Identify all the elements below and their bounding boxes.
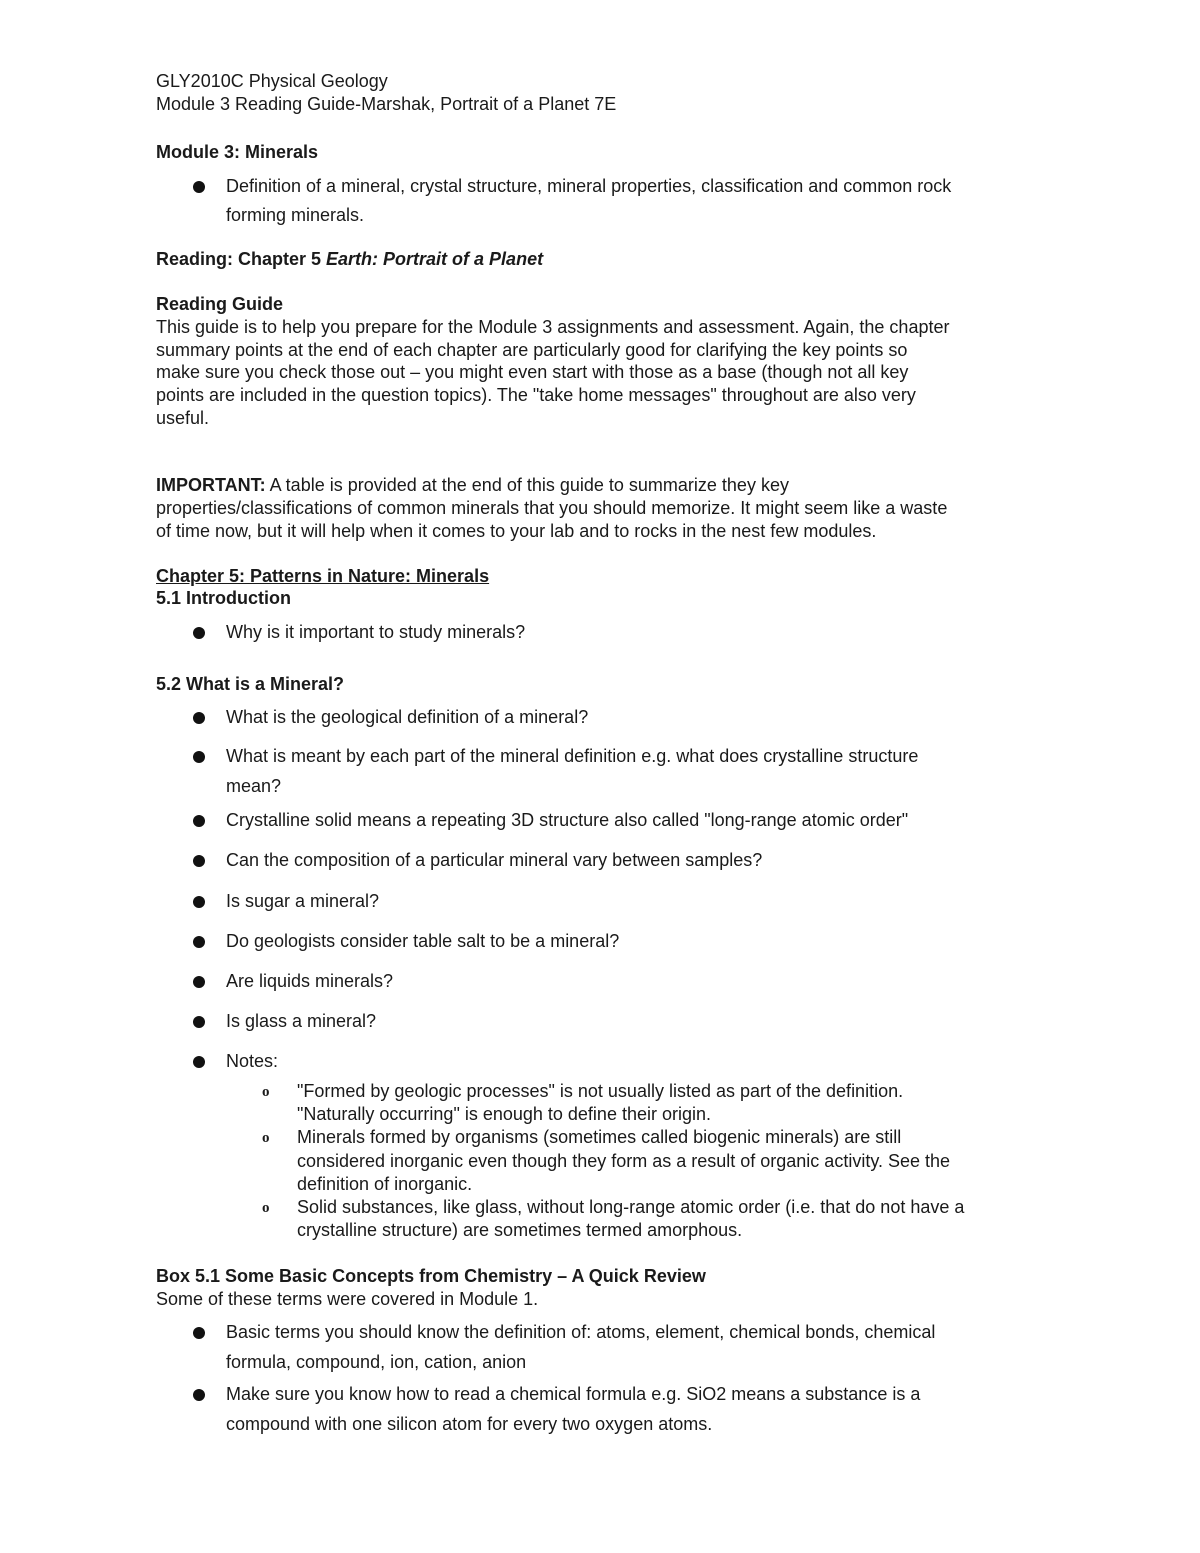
- list-item: Notes:: [226, 1051, 279, 1071]
- important-label: IMPORTANT:: [156, 475, 266, 495]
- list-item-continuation: formula, compound, ion, cation, anion: [226, 1352, 527, 1372]
- list-item: Crystalline solid means a repeating 3D structure also called "long-range atomic order": [226, 810, 909, 830]
- note-item-continuation: considered inorganic even though they form as a result of organic activity. See the: [297, 1151, 951, 1171]
- list-item: Is sugar a mineral?: [226, 891, 380, 911]
- list-item: Basic terms you should know the definition of: atoms, element, chemical bonds, chemical: [226, 1322, 936, 1342]
- list-item: Do geologists consider table salt to be a mineral?: [226, 931, 620, 951]
- note-item: Minerals formed by organisms (sometimes called biogenic minerals) are still: [297, 1127, 902, 1147]
- important-line: [156, 474, 789, 497]
- reading-guide-line: points are included in the question topics). The "take home messages" throughout are also very: [156, 385, 916, 405]
- bullet-dot-icon: [193, 855, 205, 867]
- list-item: Can the composition of a particular mineral vary between samples?: [226, 850, 763, 870]
- list-item: Make sure you know how to read a chemical formula e.g. SiO2 means a substance is a: [226, 1384, 921, 1404]
- list-item-continuation: mean?: [226, 776, 282, 796]
- list-item: Is glass a mineral?: [226, 1011, 377, 1031]
- bullet-dot-icon: [193, 815, 205, 827]
- circle-bullet-icon: o: [262, 1130, 270, 1146]
- important-text: A table is provided at the end of this guide to summarize they key: [265, 475, 789, 495]
- reading-book-title: Earth: Portrait of a Planet: [326, 249, 544, 269]
- bullet-dot-icon: [193, 1327, 205, 1339]
- reading-guide-line: make sure you check those out – you might even start with those as a base (though not all key: [156, 362, 909, 382]
- note-item-continuation: "Naturally occurring" is enough to define their origin.: [297, 1104, 711, 1124]
- circle-bullet-icon: o: [262, 1084, 270, 1100]
- bullet-dot-icon: [193, 712, 205, 724]
- bullet-dot-icon: [193, 976, 205, 988]
- important-line: properties/classifications of common minerals that you should memorize. It might seem like a waste: [156, 498, 948, 518]
- module-bullet-line-1: Definition of a mineral, crystal structure, mineral properties, classification and common rock: [226, 176, 952, 196]
- bullet-dot-icon: [193, 627, 205, 639]
- box-subtitle: Some of these terms were covered in Module 1.: [156, 1289, 539, 1309]
- guide-title: Module 3 Reading Guide-Marshak, Portrait of a Planet 7E: [156, 94, 617, 114]
- reading-guide-line: useful.: [156, 408, 210, 428]
- section-heading-intro: 5.1 Introduction: [156, 588, 291, 608]
- bullet-dot-icon: [193, 936, 205, 948]
- section-heading-what-is: 5.2 What is a Mineral?: [156, 674, 345, 694]
- bullet-dot-icon: [193, 181, 205, 193]
- list-item: Are liquids minerals?: [226, 971, 394, 991]
- bullet-dot-icon: [193, 1056, 205, 1068]
- reading-guide-heading: Reading Guide: [156, 294, 284, 314]
- reading-guide-line: This guide is to help you prepare for the Module 3 assignments and assessment. Again, the chapter: [156, 317, 950, 337]
- note-item-continuation: definition of inorganic.: [297, 1174, 473, 1194]
- course-title: GLY2010C Physical Geology: [156, 71, 388, 91]
- reading-prefix: Reading: Chapter 5: [156, 249, 327, 269]
- note-item: "Formed by geologic processes" is not usually listed as part of the definition.: [297, 1081, 904, 1101]
- module-heading: Module 3: Minerals: [156, 142, 319, 162]
- box-heading: Box 5.1 Some Basic Concepts from Chemistry – A Quick Review: [156, 1266, 706, 1286]
- note-item: Solid substances, like glass, without long-range atomic order (i.e. that do not have a: [297, 1197, 965, 1217]
- chapter-heading: Chapter 5: Patterns in Nature: Minerals: [156, 566, 490, 586]
- list-item: What is the geological definition of a mineral?: [226, 707, 589, 727]
- bullet-dot-icon: [193, 896, 205, 908]
- reading-line: [156, 248, 543, 271]
- module-bullet-line-2: forming minerals.: [226, 205, 365, 225]
- list-item: What is meant by each part of the mineral definition e.g. what does crystalline structure: [226, 746, 919, 766]
- list-item-continuation: compound with one silicon atom for every two oxygen atoms.: [226, 1414, 713, 1434]
- note-item-continuation: crystalline structure) are sometimes termed amorphous.: [297, 1220, 743, 1240]
- bullet-dot-icon: [193, 1389, 205, 1401]
- important-line: of time now, but it will help when it comes to your lab and to rocks in the nest few modules.: [156, 521, 877, 541]
- bullet-dot-icon: [193, 1016, 205, 1028]
- intro-bullet: Why is it important to study minerals?: [226, 622, 526, 642]
- bullet-dot-icon: [193, 751, 205, 763]
- circle-bullet-icon: o: [262, 1200, 270, 1216]
- reading-guide-line: summary points at the end of each chapter are particularly good for clarifying the key points so: [156, 340, 908, 360]
